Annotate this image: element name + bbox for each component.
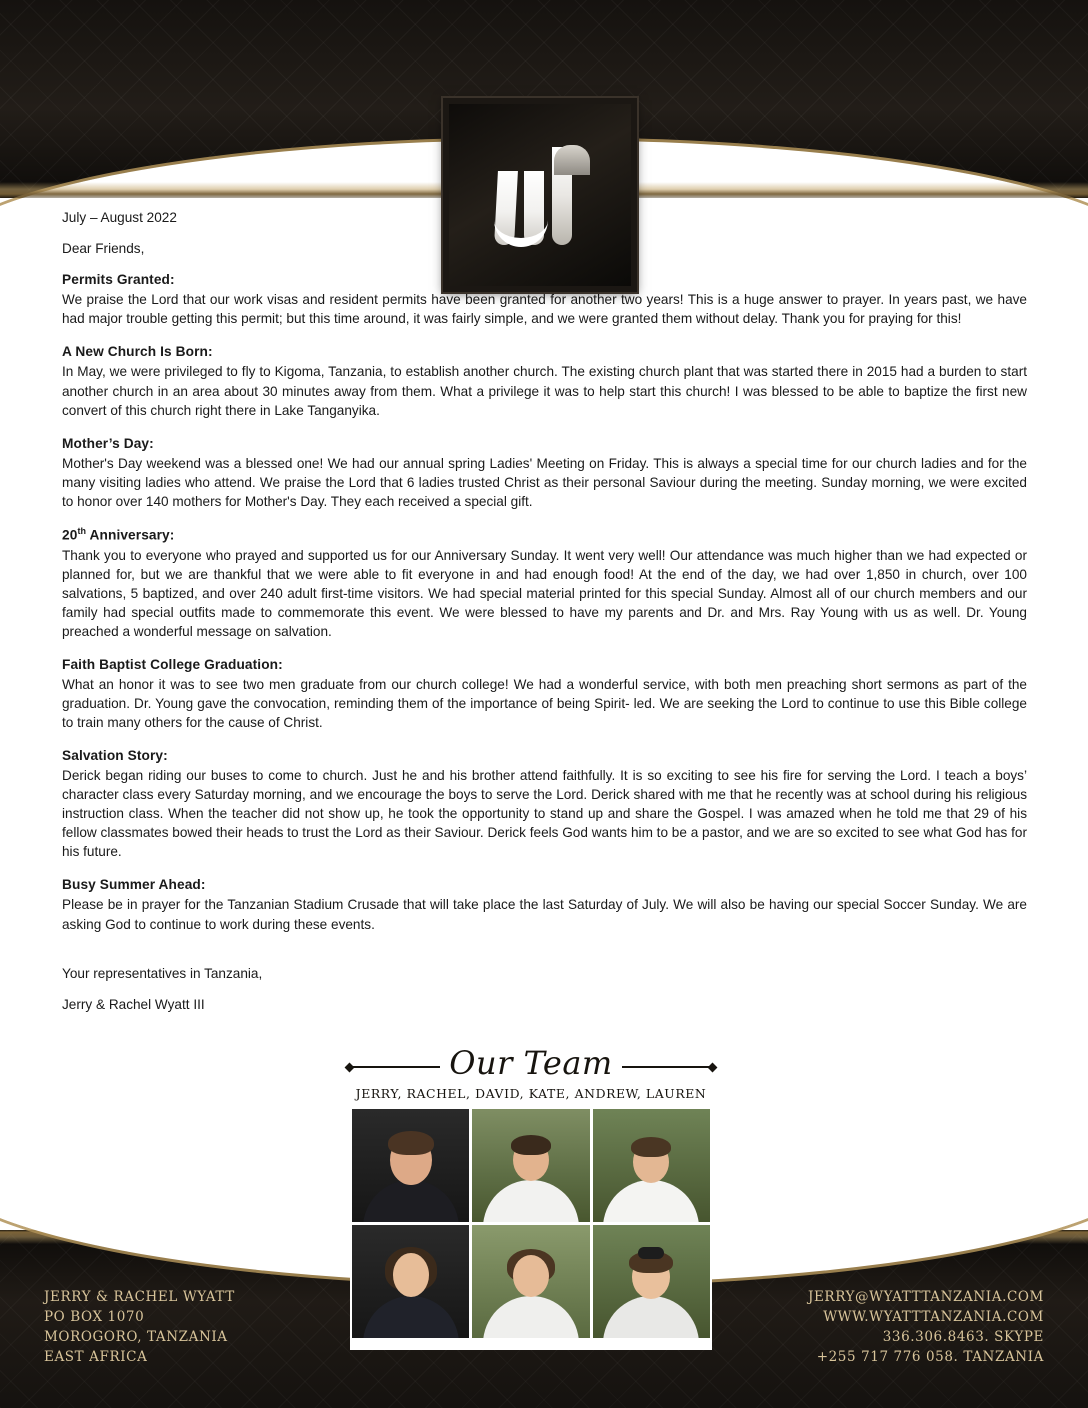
heading-suffix: Anniversary: xyxy=(86,527,175,543)
logo-mark xyxy=(492,145,588,245)
section-body: What an honor it was to see two men graduate from our church college! We had a wonderful service, with both men preaching short sermons as part of the graduation. Dr. Young gave the convocation, reminding them of the importance of being Spirit- led. We are seeking the Lord to continue to use this Bible college to train many others for the cause of Christ. xyxy=(62,676,1027,730)
section-heading: A New Church Is Born: xyxy=(62,344,213,360)
title-rule-right-decoration xyxy=(622,1066,710,1068)
footer-address-line: MOROGORO, TANZANIA xyxy=(44,1328,228,1345)
team-photo-grid xyxy=(350,1107,712,1340)
section-body: Thank you to everyone who prayed and supported us for our Anniversary Sunday. It went very well! Our attendance was much higher than we had expected or planned for, but we are thankful that we were able to fit everyone in and had enough food! At the end of the day, we had over 1,850 in church, over 100 salvations, 5 baptized, and over 240 adult first-time visitors. We had special material printed for this special Sunday. Almost all of our church members and our family had special outfits made to commemorate this event. We were blessed to have my parents and Dr. and Mrs. Ray Young with us as well. Dr. Young preached a wonderful message on salvation. xyxy=(62,547,1027,639)
section-body: Derick began riding our buses to come to church. Just he and his brother attend faithfully. It is so exciting to see his fire for serving the Lord. I teach a boys’ character class every Saturday morning, and we encourage the boys to serve the Lord. Derick shared with me that he recently was at school during his religious instruction class. When the teacher did not show up, he took the opportunity to stand up and share the Gospel. I was amazed when he told me that 29 of his fellow classmates bowed their heads to trust the Lord as their Saviour. Derick feels God wants him to be a pastor, and we are so excited to see what God has for his future. xyxy=(62,768,1027,860)
team-photo xyxy=(472,1225,589,1338)
section-heading: Faith Baptist College Graduation: xyxy=(62,656,283,672)
section-heading xyxy=(62,525,1027,545)
section-salvation-story xyxy=(62,746,1027,861)
footer-skype: 336.306.8463. SKYPE xyxy=(882,1328,1044,1345)
footer-website[interactable]: WWW.WYATTTANZANIA.COM xyxy=(823,1308,1044,1325)
team-photo xyxy=(472,1109,589,1222)
section-busy-summer-ahead xyxy=(62,875,1027,933)
footer-address-line: JERRY & RACHEL WYATT xyxy=(44,1289,235,1305)
heading-prefix: 20 xyxy=(62,527,78,543)
team-photo xyxy=(352,1225,469,1338)
section-faith-baptist-college-graduation xyxy=(62,655,1027,732)
heading-superscript: th xyxy=(77,525,87,536)
team-title: Our Team xyxy=(449,1044,613,1082)
letter-date: July – August 2022 xyxy=(62,210,177,225)
team-photo xyxy=(352,1109,469,1222)
letter-closing: Your representatives in Tanzania, xyxy=(62,965,263,981)
team-photo xyxy=(593,1109,710,1222)
wyatt-monogram-logo-icon xyxy=(443,98,637,292)
section-mothers-day xyxy=(62,434,1027,511)
letter-salutation: Dear Friends, xyxy=(62,241,145,257)
footer-phone: +255 717 776 058. TANZANIA xyxy=(816,1348,1044,1365)
section-body: Please be in prayer for the Tanzanian Stadium Crusade that will take place the last Saturday of July. We will also be having our special Soccer Sunday. We are asking God to continue to work during these events. xyxy=(62,897,1027,932)
footer-email[interactable]: JERRY@WYATTTANZANIA.COM xyxy=(807,1289,1044,1305)
section-body: In May, we were privileged to fly to Kigoma, Tanzania, to establish another church. The existing church plant that was started there in 2015 had a burden to start another church in an area about 30 minutes away from them. What a privilege it was to help start this church! I was blessed to be able to baptize the first new convert of this church right there in Lake Tanganyika. xyxy=(62,364,1027,418)
section-body: Mother's Day weekend was a blessed one! We had our annual spring Ladies' Meeting on Friday. This is always a special time for our church ladies and for the many visiting ladies who attend. We praise the Lord that 6 ladies trusted Christ as their personal Saviour during the meeting. Sunday morning, we were excited to honor over 140 mothers for Mother's Day. They each received a special gift. xyxy=(62,455,1027,509)
letter-body xyxy=(62,208,1027,1014)
section-heading: Salvation Story: xyxy=(62,747,168,763)
section-20th-anniversary xyxy=(62,525,1027,641)
section-body: We praise the Lord that our work visas and resident permits have been granted for another two years! This is a huge answer to prayer. In years past, we have had major trouble getting this permit; but this time around, it was fairly simple, and we were granted them without delay. Thank you for praying for this! xyxy=(62,292,1027,327)
our-team-collage xyxy=(350,1040,712,1350)
section-heading: Busy Summer Ahead: xyxy=(62,877,206,893)
section-heading: Permits Granted: xyxy=(62,272,175,288)
letter-signature: Jerry & Rachel Wyatt III xyxy=(62,996,205,1012)
section-a-new-church-is-born xyxy=(62,342,1027,419)
footer-contact-block xyxy=(808,1288,1044,1368)
team-photo xyxy=(593,1225,710,1338)
footer-address-block xyxy=(44,1288,235,1368)
footer-address-line: PO BOX 1070 xyxy=(44,1308,145,1325)
footer-address-line: EAST AFRICA xyxy=(44,1348,148,1365)
title-rule-left-decoration xyxy=(352,1066,440,1068)
team-title-wrap xyxy=(350,1040,712,1086)
team-names: JERRY, RACHEL, DAVID, KATE, ANDREW, LAUREN xyxy=(355,1086,707,1101)
section-heading: Mother’s Day: xyxy=(62,435,154,451)
